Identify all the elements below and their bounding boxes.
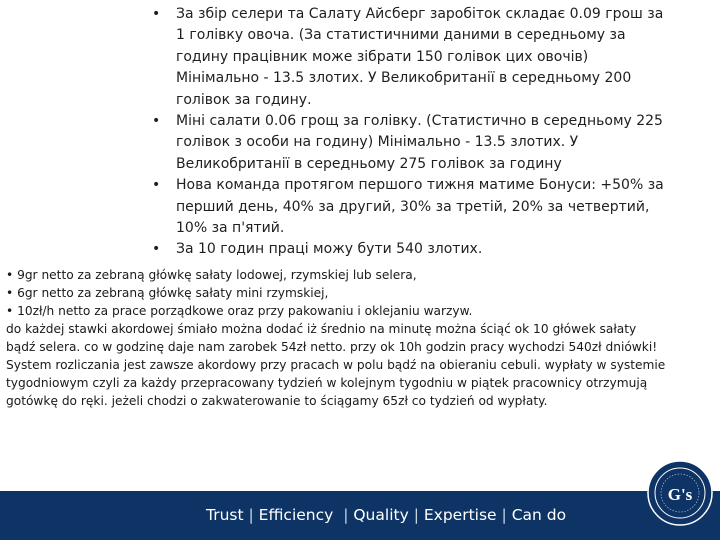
text-line: bądź selera. co w godzinę daje nam zarobek 54zł netto. przy ok 10h godzin pracy wychodzi 540zł dniówki! — [6, 340, 658, 354]
footer-values — [206, 506, 566, 524]
footer-item-can-do: Can do — [511, 506, 567, 524]
list-item — [152, 239, 672, 260]
bullet-text: За 10 годин праці можу бути 540 злотих. — [176, 241, 483, 258]
footer-item-trust: Trust — [206, 506, 244, 524]
bullet-marker: • — [152, 6, 161, 22]
bullet-marker: • — [152, 241, 161, 258]
list-item — [152, 111, 672, 175]
footer-separator: | — [501, 506, 507, 524]
text-line: • 6gr netto za zebraną główkę sałaty mini rzymskiej, — [6, 286, 329, 300]
list-item — [152, 175, 672, 239]
text-line: tygodniowym czyli za każdy przepracowany tydzień w kolejnym tygodniu w piątek pracownicy otrzymują — [6, 376, 648, 390]
bullet-marker: • — [152, 113, 161, 130]
footer-bar — [0, 491, 720, 540]
company-seal-icon — [645, 458, 715, 528]
polish-text-block — [6, 266, 714, 410]
text-line: System rozliczania jest zawsze akordowy przy pracach w polu bądź na obieraniu cebuli. wypłaty w systemie — [6, 358, 666, 372]
seal-text: G's — [667, 485, 693, 504]
text-line: gotówkę do ręki. jeżeli chodzi o zakwaterowanie to ściągamy 65zł co tydzień od wypłaty. — [6, 394, 548, 408]
list-item — [152, 4, 672, 111]
bullet-text: Міні салати 0.06 грощ за голівку. (Статистично в середньому 225 голівок з особи на годину) Мінімально - 13.5 злотих. У Великобританії в середньому 275 голівок за годину — [176, 113, 663, 172]
bullet-text: Нова команда протягом першого тижня матиме Бонуси: +50% за перший день, 40% за другий, 30% за третій, 20% за четвертий, 10% за п'ятий. — [176, 177, 664, 237]
ukrainian-bullet-list — [152, 4, 672, 261]
bullet-marker: • — [152, 177, 161, 194]
footer-separator: | — [413, 506, 419, 524]
footer-item-efficiency: Efficiency — [258, 506, 334, 524]
footer-separator: | — [343, 506, 349, 524]
text-line: do każdej stawki akordowej śmiało można dodać iż średnio na minutę można ściąć ok 10 główek sałaty — [6, 322, 637, 336]
footer-separator: | — [248, 506, 254, 524]
bullet-text: За збір селери та Салату Айсберг заробіток складає 0.09 грош за 1 голівку овоча. (За статистичними даними в середньому за годину працівник може зібрати 150 голівок цих овочів) Мінімально - 13.5 злотих. У Великобританії в середньому 200 голівок за годину. — [176, 6, 664, 108]
footer-item-quality: Quality — [353, 506, 409, 524]
footer-item-expertise: Expertise — [423, 506, 497, 524]
text-line: • 10zł/h netto za prace porządkowe oraz przy pakowaniu i oklejaniu warzyw. — [6, 304, 473, 318]
text-line: • 9gr netto za zebraną główkę sałaty lodowej, rzymskiej lub selera, — [6, 268, 417, 282]
